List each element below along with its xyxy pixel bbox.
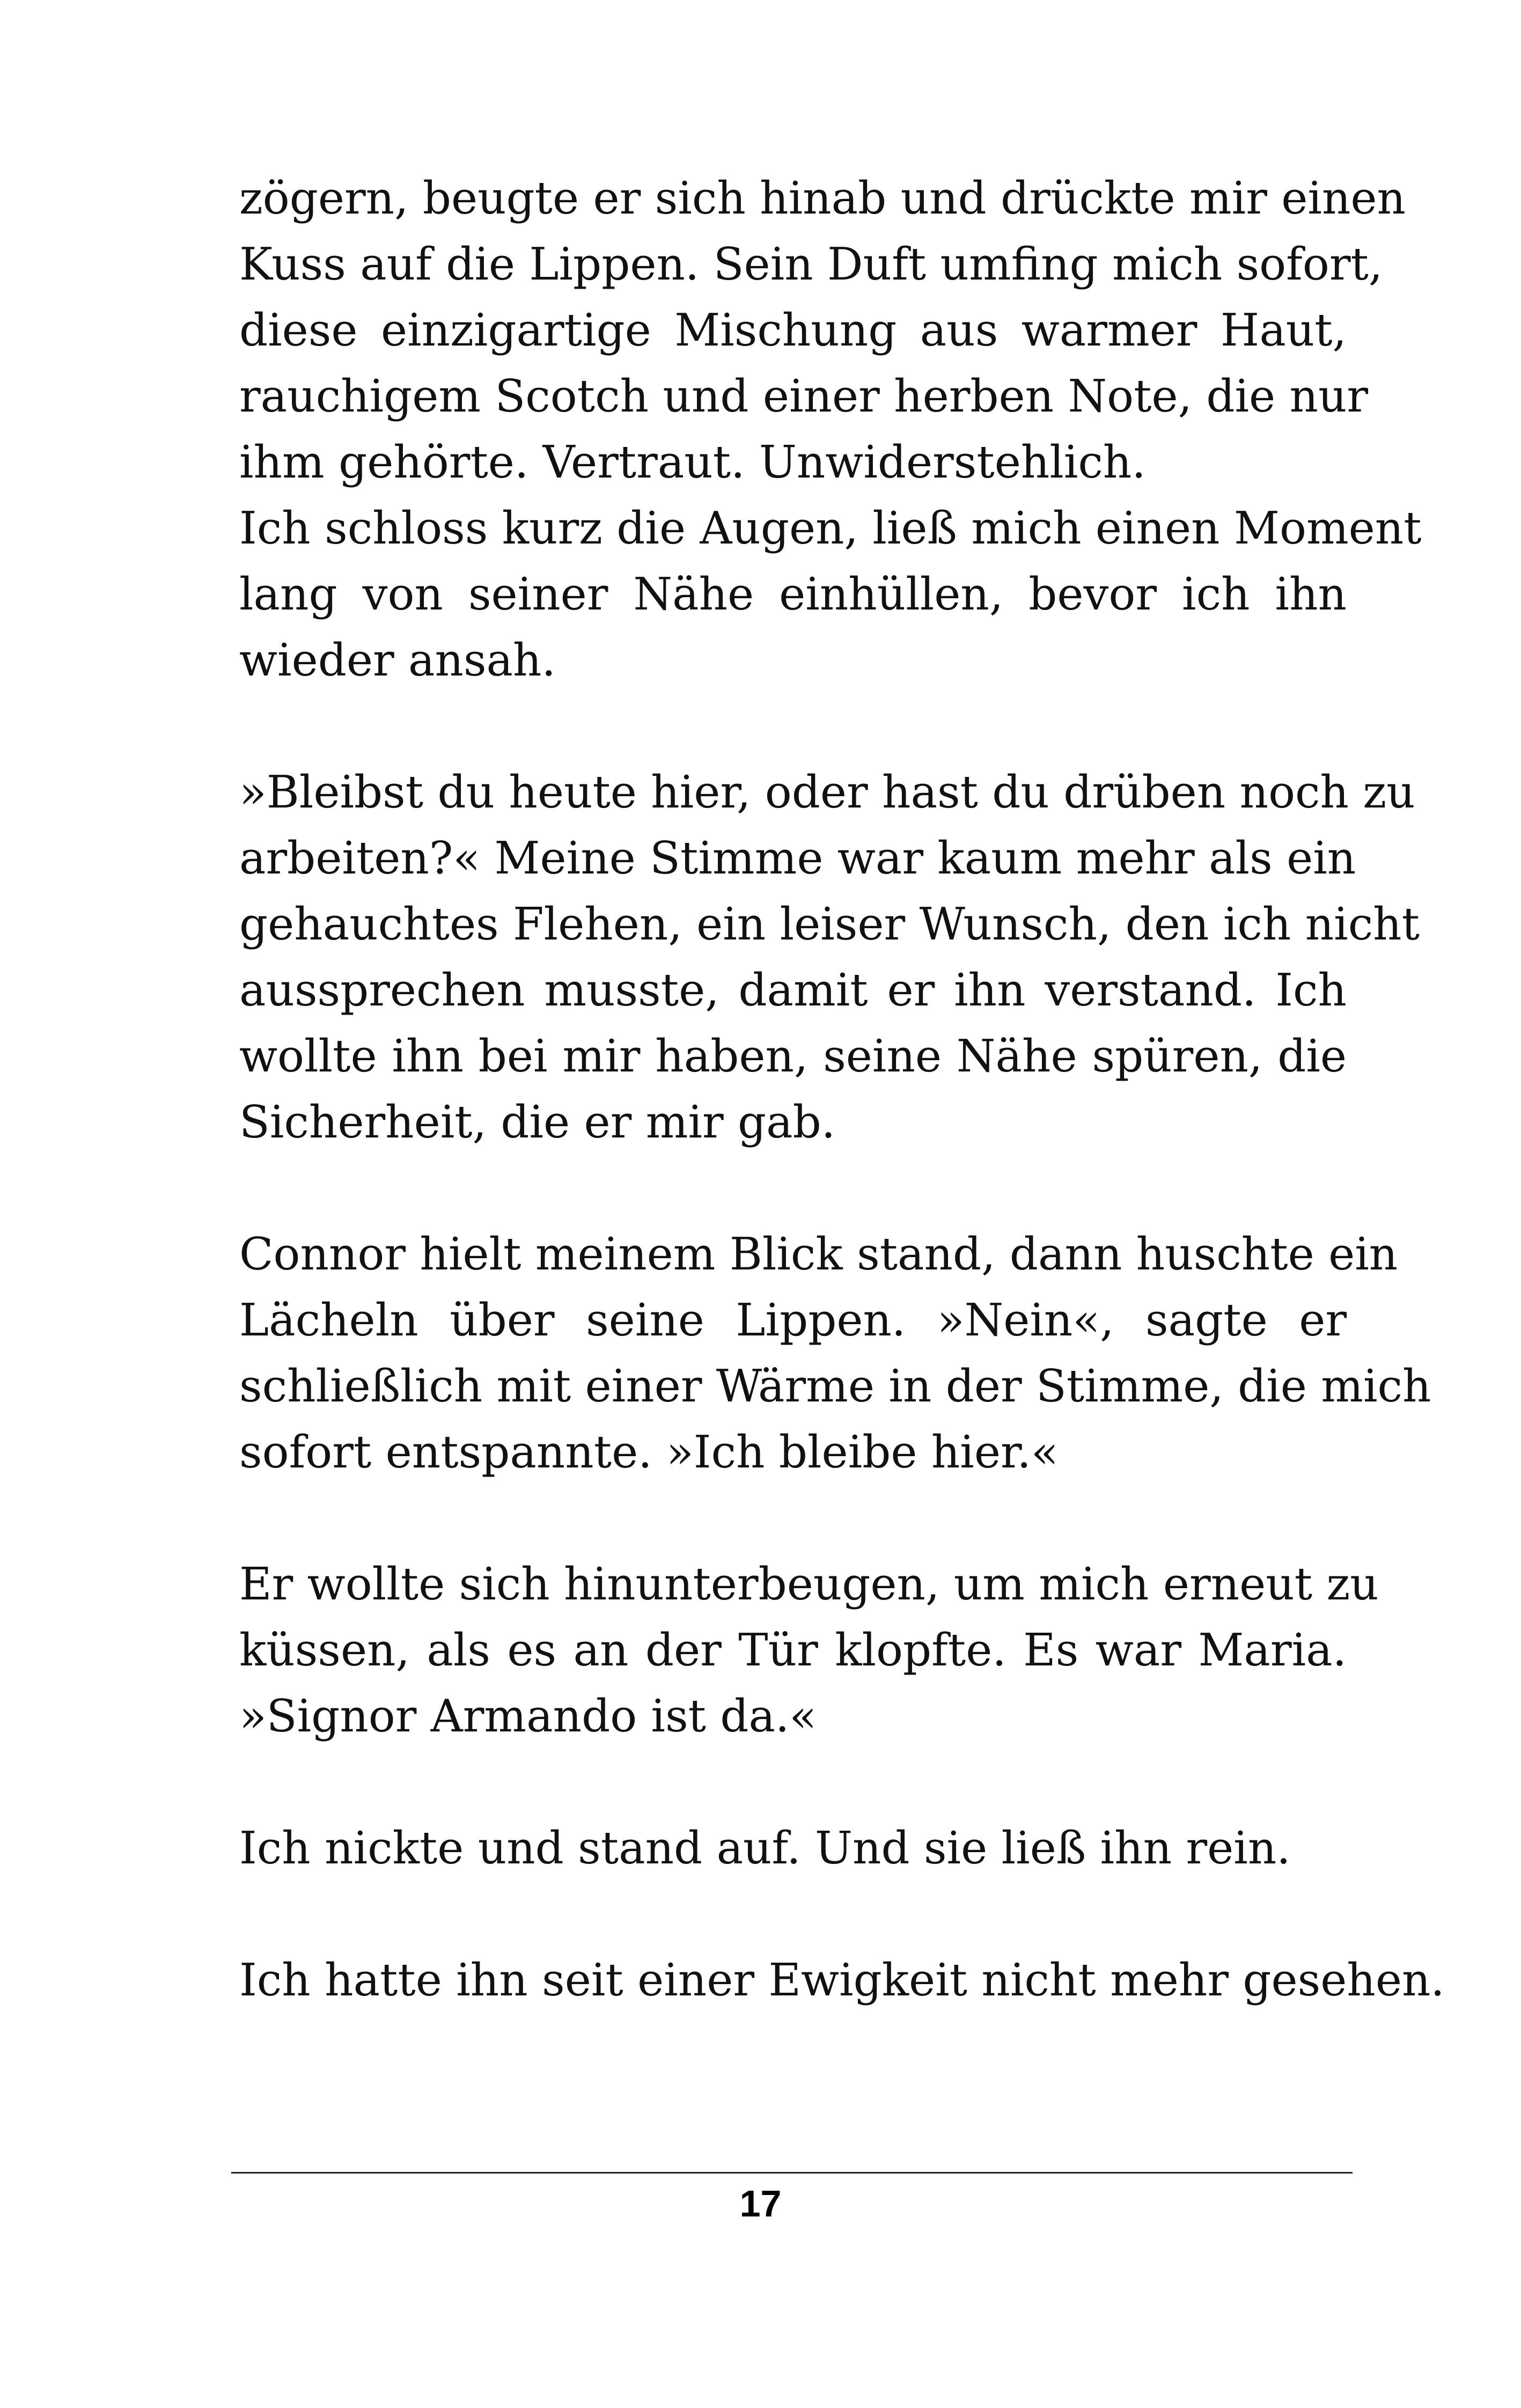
text-line: Ich schloss kurz die Augen, ließ mich einen Moment xyxy=(239,502,1422,554)
footer-divider xyxy=(231,2172,1353,2174)
paragraph xyxy=(239,1551,1379,1749)
text-line: Er wollte sich hinunterbeugen, um mich erneut zu xyxy=(239,1558,1379,1610)
text-line: wieder ansah. xyxy=(239,634,556,686)
text-line: Kuss auf die Lippen. Sein Duft umfing mich sofort, xyxy=(239,238,1383,290)
paragraph xyxy=(239,1221,1431,1485)
text-line: diese einzigartige Mischung aus warmer Haut, xyxy=(239,304,1347,356)
text-line: »Bleibst du heute hier, oder hast du drüben noch zu xyxy=(239,766,1415,818)
text-line: lang von seiner Nähe einhüllen, bevor ich ihn xyxy=(239,568,1347,620)
text-line: wollte ihn bei mir haben, seine Nähe spüren, die xyxy=(239,1030,1347,1082)
text-line: Lächeln über seine Lippen. »Nein«, sagte er xyxy=(239,1294,1347,1346)
text-line: Sicherheit, die er mir gab. xyxy=(239,1096,836,1148)
text-line: sofort entspannte. »Ich bleibe hier.« xyxy=(239,1426,1059,1478)
text-line: aussprechen musste, damit er ihn verstand. Ich xyxy=(239,964,1347,1016)
page-body xyxy=(239,165,1445,2013)
paragraph xyxy=(239,759,1420,1155)
page-number: 17 xyxy=(739,2183,782,2225)
text-line: »Signor Armando ist da.« xyxy=(239,1690,817,1742)
text-line: zögern, beugte er sich hinab und drückte mir einen xyxy=(239,172,1406,224)
paragraph xyxy=(239,165,1406,495)
text-line: rauchigem Scotch und einer herben Note, die nur xyxy=(239,370,1369,422)
text-line: schließlich mit einer Wärme in der Stimme, die mich xyxy=(239,1360,1431,1412)
text-line: küssen, als es an der Tür klopfte. Es war Maria. xyxy=(239,1624,1347,1676)
text-line: Ich nickte und stand auf. Und sie ließ ihn rein. xyxy=(239,1822,1291,1874)
text-line: gehauchtes Flehen, ein leiser Wunsch, den ich nicht xyxy=(239,898,1420,950)
text-line: Ich hatte ihn seit einer Ewigkeit nicht mehr gesehen. xyxy=(239,1954,1445,2006)
paragraph xyxy=(239,1947,1445,2013)
text-line: Connor hielt meinem Blick stand, dann huschte ein xyxy=(239,1228,1398,1280)
text-line: ihm gehörte. Vertraut. Unwiderstehlich. xyxy=(239,436,1146,488)
paragraph xyxy=(239,1815,1347,1881)
text-line: arbeiten?« Meine Stimme war kaum mehr als ein xyxy=(239,832,1356,884)
paragraph xyxy=(239,495,1422,693)
